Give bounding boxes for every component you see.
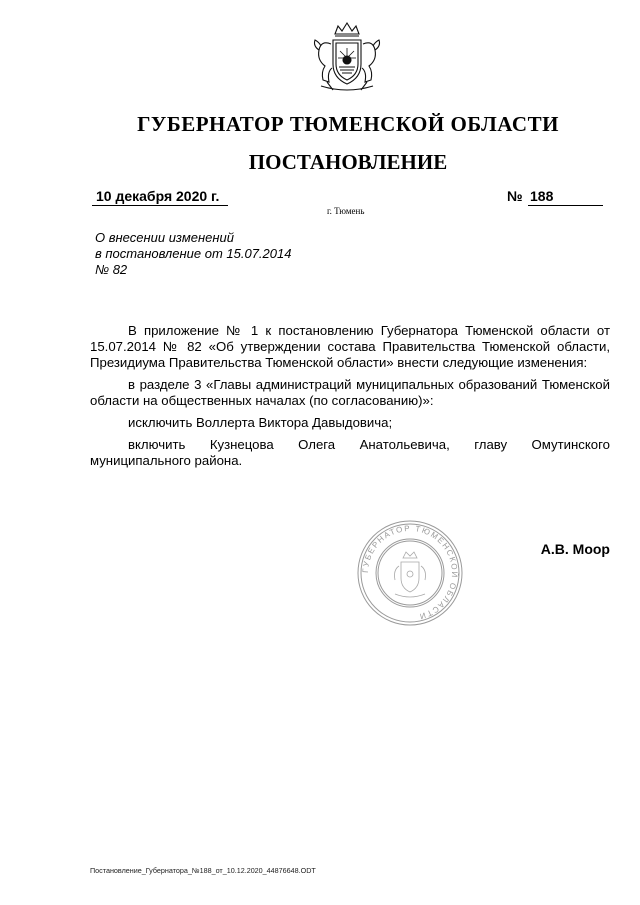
seal-text: ГУБЕРНАТОР ТЮМЕНСКОЙ ОБЛАСТИ	[360, 523, 460, 622]
subject-line: № 82	[95, 262, 128, 277]
body-paragraph: включить Кузнецова Олега Анатольевича, главу Омутинского муниципального района.	[90, 437, 610, 468]
subject-line: в постановление от 15.07.2014	[95, 246, 292, 261]
document-subject	[95, 230, 355, 278]
document-date: 10 декабря 2020 г.	[92, 188, 228, 206]
coat-of-arms-icon	[305, 20, 389, 96]
file-footer: Постановление_Губернатора_№188_от_10.12.2020_44876648.ODT	[90, 866, 316, 875]
signatory-name: А.В. Моор	[540, 541, 610, 557]
official-seal-icon	[355, 518, 465, 628]
body-paragraph: В приложение № 1 к постановлению Губернатора Тюменской области от 15.07.2014 № 82 «Об утверждении состава Правительства Тюменской области, Президиума Правительства Тюменской области» внести следующие изменения:	[90, 323, 610, 370]
city: г. Тюмень	[327, 206, 365, 216]
document-body	[90, 323, 610, 475]
subject-line: О внесении изменений	[95, 230, 234, 245]
number-label: №	[507, 188, 523, 204]
body-paragraph: исключить Воллерта Виктора Давыдовича;	[128, 415, 393, 430]
issuing-authority: ГУБЕРНАТОР ТЮМЕНСКОЙ ОБЛАСТИ	[137, 112, 559, 136]
document-number: 188	[528, 188, 603, 206]
body-paragraph: в разделе 3 «Главы администраций муниципальных образований Тюменской области на общественных началах (по согласованию)»:	[90, 377, 610, 408]
document-type: ПОСТАНОВЛЕНИЕ	[248, 150, 448, 174]
